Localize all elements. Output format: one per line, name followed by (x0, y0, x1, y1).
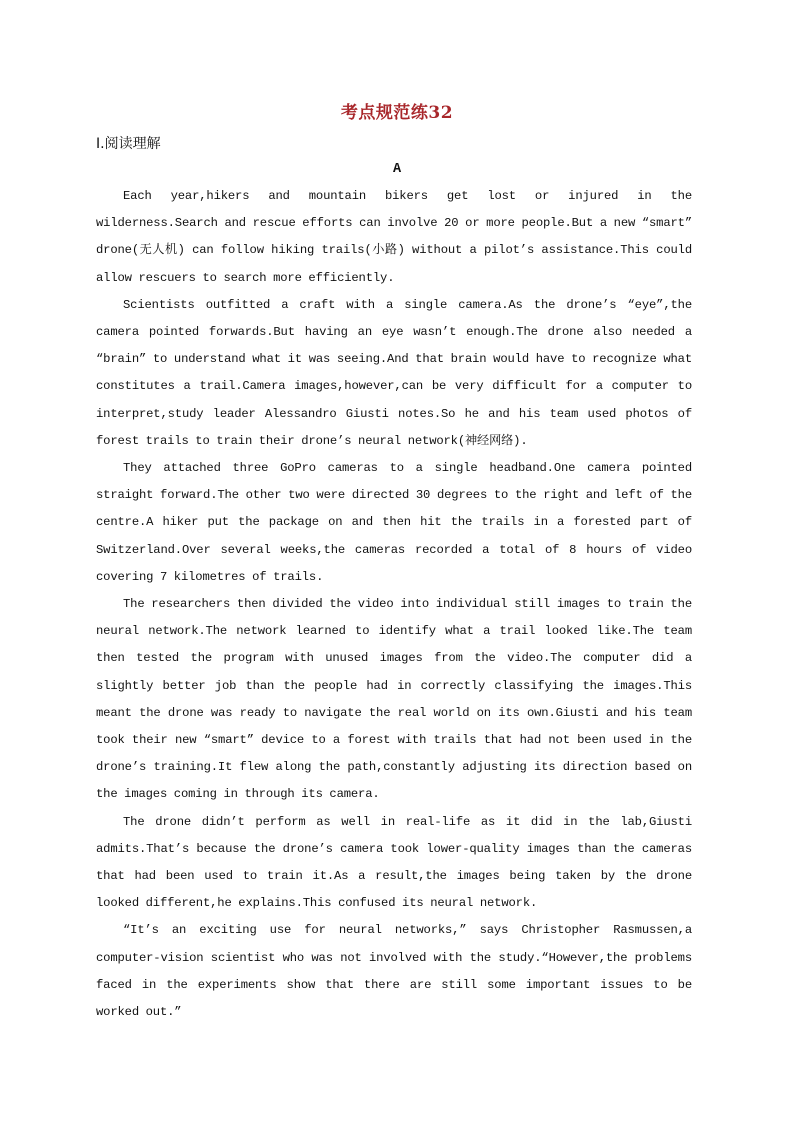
passage-label: A (392, 162, 402, 177)
paragraph-4: The researchers then divided the video into individual still images to train the neural network.The network learned to identify what a trail looked like.The team then tested the program with unused images from the video.The computer did a slightly better job than the people had in correctly classifying the images.This meant the drone was ready to navigate the real world on its own.Giusti and his team took their new “smart” device to a forest with trails that had not been used in the drone’s training.It flew along the path,constantly adjusting its direction based on the images coming in through its camera. (96, 597, 692, 802)
passage-body (96, 183, 692, 1026)
paragraph-2: Scientists outfitted a craft with a single camera.As the drone’s “eye”,the camera pointed forwards.But having an eye wasn’t enough.The drone also needed a “brain” to understand what it was seeing.And that brain would have to recognize what constitutes a trail.Camera images,however,can be very difficult for a computer to interpret,study leader Alessandro Giusti notes.So he and his team used photos of forest trails to train their drone’s neural network(神经网络). (96, 297, 692, 448)
paragraph-1: Each year,hikers and mountain bikers get lost or injured in the wilderness.Search and rescue efforts can involve 20 or more people.But a new “smart” drone(无人机) can follow hiking trails(小路) without a pilot’s assistance.This could allow rescuers to search more efficiently. (96, 189, 692, 285)
page-title: 考点规范练32 (340, 103, 454, 123)
paragraph-5: The drone didn’t perform as well in real-life as it did in the lab,Giusti admits.That’s because the drone’s camera took lower-quality images than the cameras that had been used to train it.As a result,the images being taken by the drone looked different,he explains.This confused its neural network. (96, 814, 692, 911)
paragraph-6: “It’s an exciting use for neural networks,” says Christopher Rasmussen,a computer-vision scientist who was not involved with the study.“However,the problems faced in the experiments show that there are still some important issues to be worked out.” (96, 923, 692, 1020)
section-heading: Ⅰ.阅读理解 (96, 136, 161, 152)
paragraph-3: They attached three GoPro cameras to a single headband.One camera pointed straight forward.The other two were directed 30 degrees to the right and left of the centre.A hiker put the package on and then hit the trails in a forested part of Switzerland.Over several weeks,the cameras recorded a total of 8 hours of video covering 7 kilometres of trails. (96, 461, 692, 584)
